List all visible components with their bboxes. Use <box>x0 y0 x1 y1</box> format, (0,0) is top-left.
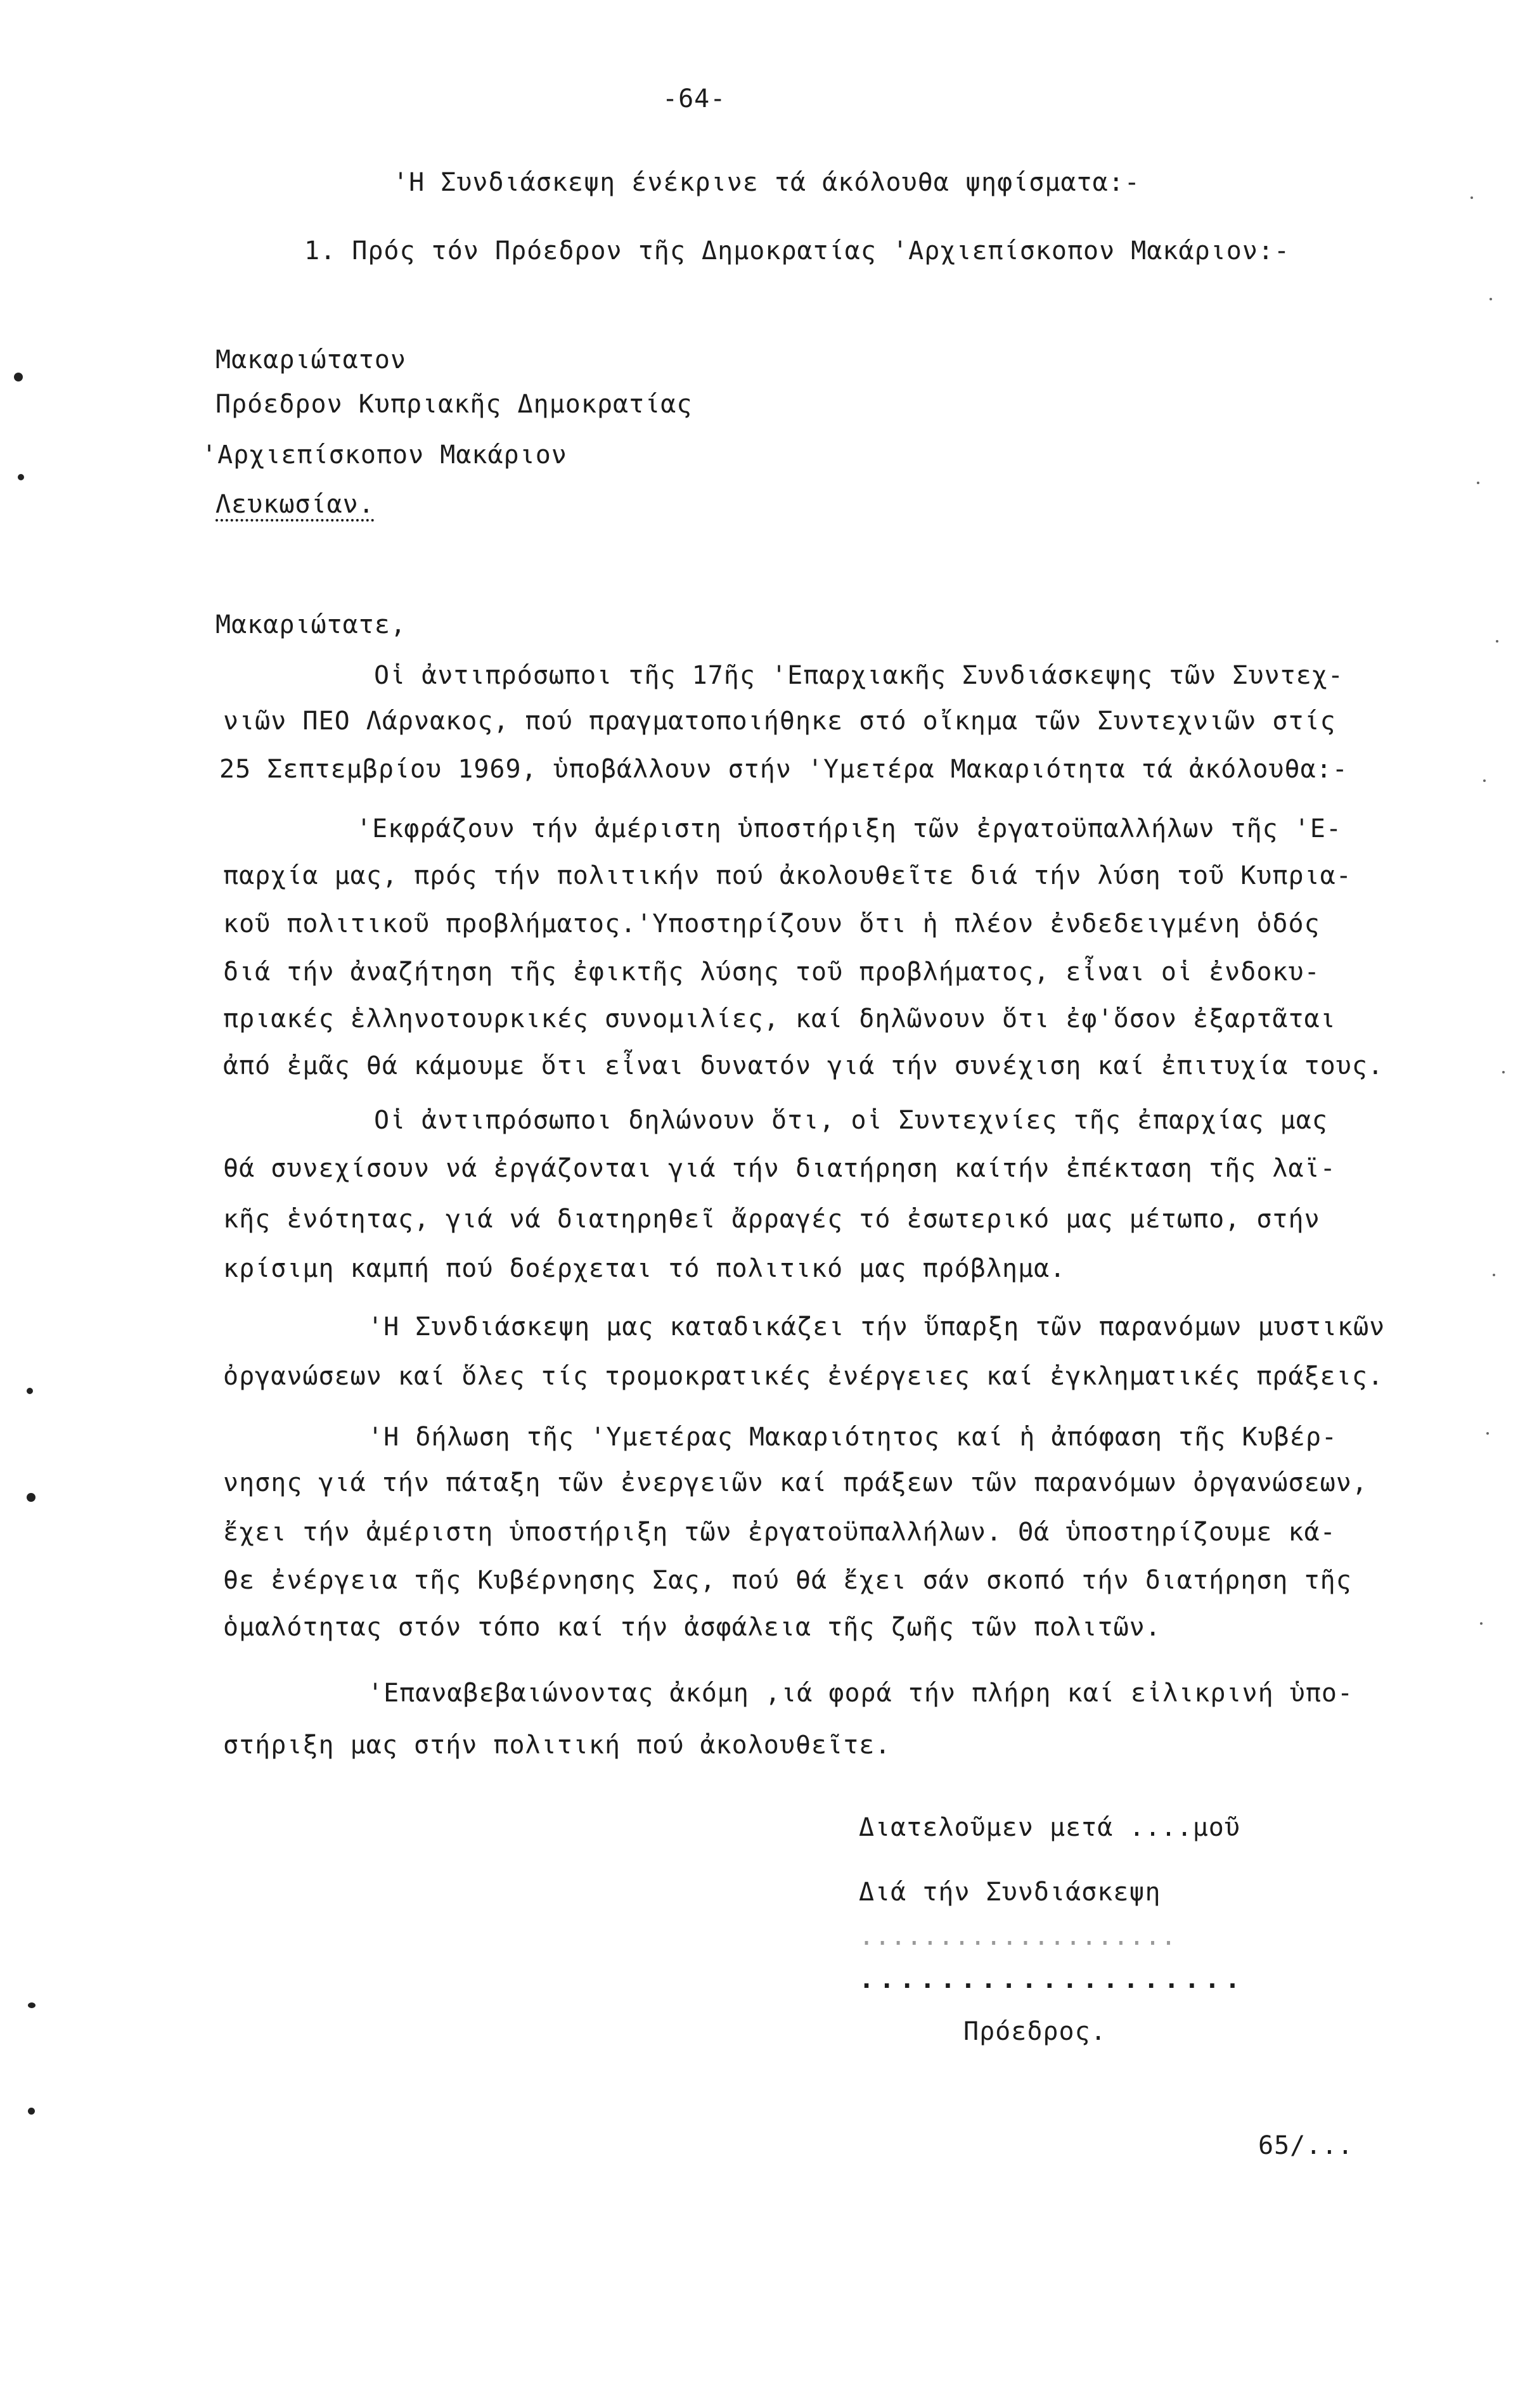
scan-dot <box>1496 640 1498 643</box>
body-line: 'Επαναβεβαιώνοντας ἀκόμη ,ιά φορά τήν πλήρη καί εἰλικρινή ὑπο- <box>368 1679 1354 1708</box>
scan-speck <box>27 1493 35 1502</box>
body-line: ἔχει τήν ἀμέριστη ὑποστήριξη τῶν ἐργατοϋπαλλήλων. Θά ὑποστηρίζουμε κά- <box>223 1518 1336 1547</box>
scan-dot <box>1502 1071 1505 1073</box>
scan-speck <box>28 2108 35 2115</box>
page-number: -64- <box>662 84 726 113</box>
body-line: Οἱ ἀντιπρόσωποι δηλώνουν ὅτι, οἱ Συντεχνίες τῆς ἐπαρχίας μας <box>374 1106 1328 1135</box>
scan-speck <box>28 2002 35 2008</box>
body-line: διά τήν ἀναζήτηση τῆς ἐφικτῆς λύσης τοῦ προβλήματος, εἶναι οἱ ἐνδοκυ- <box>223 957 1320 987</box>
faint-dotted-line: .................... <box>859 1922 1177 1951</box>
body-line: θά συνεχίσουν νά ἐργάζονται γιά τήν διατήρηση καίτήν ἐπέκταση τῆς λαϊ- <box>223 1154 1336 1183</box>
body-line: ἀπό ἐμᾶς θά κάμουμε ὅτι εἶναι δυνατόν γιά τήν συνέχιση καί ἐπιτυχία τους. <box>223 1051 1384 1080</box>
body-line: 'Η δήλωση τῆς 'Υμετέρας Μακαριότητος καί ἡ ἀπόφαση τῆς Κυβέρ- <box>368 1423 1338 1452</box>
address-line: 'Αρχιεπίσκοπον Μακάριον <box>202 440 567 470</box>
body-line: πριακές ἑλληνοτουρκικές συνομιλίες, καί δηλῶνουν ὅτι ἐφ'ὅσον ἐξαρτᾶται <box>223 1004 1336 1034</box>
continuation-marker: 65/... <box>1258 2131 1354 2160</box>
salutation: Μακαριώτατε, <box>216 610 406 639</box>
body-line: 25 Σεπτεμβρίου 1969, ὑποβάλλουν στήν 'Υμετέρα Μακαριότητα τά ἀκόλουθα:- <box>219 755 1348 784</box>
body-line: στήριξη μας στήν πολιτική πού ἀκολουθεῖτε. <box>223 1731 891 1760</box>
scan-dot <box>1480 1622 1483 1625</box>
address-line: Πρόεδρον Κυπριακῆς Δημοκρατίας <box>216 390 693 419</box>
scan-dot <box>1470 196 1473 199</box>
scan-speck <box>27 1388 33 1394</box>
scan-dot <box>1486 1432 1489 1435</box>
scan-speck <box>14 373 23 381</box>
body-line: ὁμαλότητας στόν τόπο καί τήν ἀσφάλεια τῆς ζωῆς τῶν πολιτῶν. <box>223 1613 1161 1642</box>
intro-line: 'Η Συνδιάσκεψη ένέκρινε τά άκόλουθα ψηφίσματα:- <box>393 168 1140 197</box>
scan-speck <box>18 474 24 480</box>
signature-for: Διά τήν Συνδιάσκεψη <box>859 1878 1161 1907</box>
body-line: νησης γιά τήν πάταξη τῶν ἐνεργειῶν καί πράξεων τῶν παρανόμων ὀργανώσεων, <box>223 1468 1368 1497</box>
scan-dot <box>1477 482 1479 484</box>
body-line: κρίσιμη καμπή πού δοέρχεται τό πολιτικό μας πρόβλημα. <box>223 1254 1066 1283</box>
body-line: Οἱ ἀντιπρόσωποι τῆς 17ῆς 'Επαρχιακῆς Συνδιάσκεψης τῶν Συντεχ- <box>374 661 1344 690</box>
body-line: κοῦ πολιτικοῦ προβλήματος.'Υποστηρίζουν ὅτι ἡ πλέον ἐνδεδειγμένη ὁδός <box>223 909 1320 938</box>
body-line: νιῶν ΠΕΟ Λάρνακος, πού πραγματοποιήθηκε στό οἴκημα τῶν Συντεχνιῶν στίς <box>223 707 1336 736</box>
body-line: ὀργανώσεων καί ὅλες τίς τρομοκρατικές ἐνέργειες καί ἐγκληματικές πράξεις. <box>223 1362 1384 1391</box>
scan-dot <box>1493 1274 1495 1276</box>
body-line: 'Εκφράζουν τήν ἀμέριστη ὑποστήριξη τῶν ἐργατοϋπαλλήλων τῆς 'Ε- <box>356 814 1342 843</box>
scan-dot <box>1483 779 1486 782</box>
closing-line: Διατελοῦμεν μετά ....μοῦ <box>859 1813 1240 1842</box>
signature-line: ................... <box>859 1965 1245 1994</box>
body-line: παρχία μας, πρός τήν πολιτικήν πού ἀκολουθεῖτε διά τήν λύση τοῦ Κυπρια- <box>223 861 1352 890</box>
body-line: 'Η Συνδιάσκεψη μας καταδικάζει τήν ὕπαρξη τῶν παρανόμων μυστικῶν <box>368 1312 1386 1342</box>
address-line: Μακαριώτατον <box>216 345 406 375</box>
signer-title: Πρόεδρος. <box>963 2017 1107 2046</box>
scan-dot <box>1490 298 1492 300</box>
resolution-heading: 1. Πρός τόν Πρόεδρον τῆς Δημοκρατίας 'Αρχιεπίσκοπον Μακάριον:- <box>304 236 1290 266</box>
body-line: κῆς ἑνότητας, γιά νά διατηρηθεῖ ἄρραγές τό ἐσωτερικό μας μέτωπο, στήν <box>223 1205 1320 1234</box>
address-city: Λευκωσίαν. <box>216 490 375 519</box>
body-line: θε ἐνέργεια τῆς Κυβέρνησης Σας, πού θά ἔχει σάν σκοπό τήν διατήρηση τῆς <box>223 1566 1352 1595</box>
